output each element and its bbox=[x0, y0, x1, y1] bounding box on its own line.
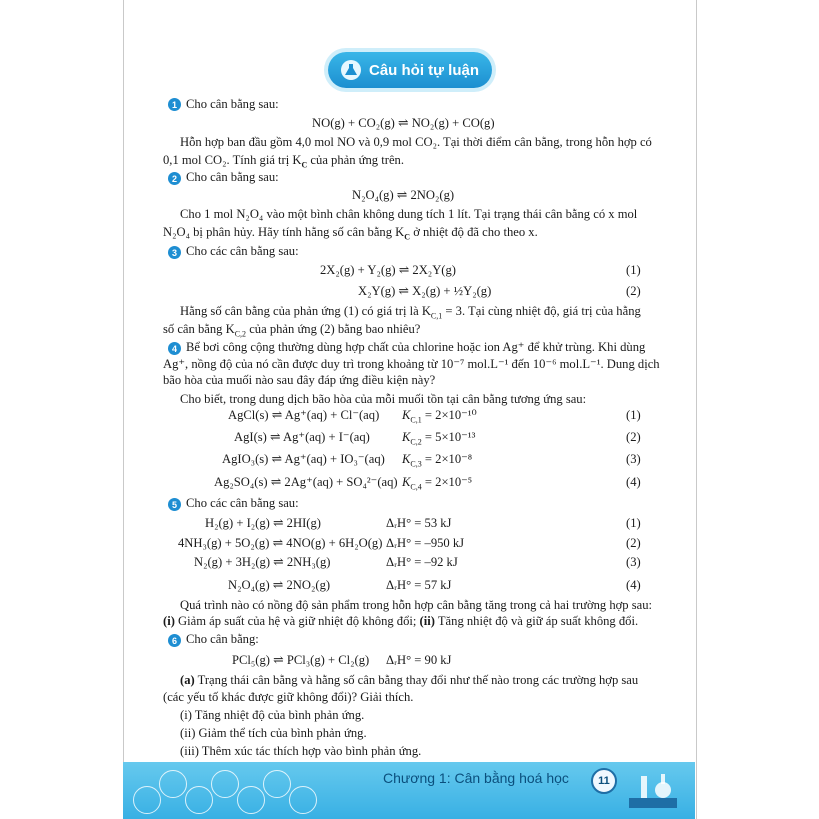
q6-equation: PCl₅(g) ⇌ PCl₃(g) + Cl₂(g) bbox=[232, 653, 370, 667]
page-number: 11 bbox=[591, 768, 617, 794]
question-number-3: 3 bbox=[168, 246, 181, 259]
question-number-4: 4 bbox=[168, 342, 181, 355]
q4-row-1-number: (1) bbox=[626, 408, 641, 422]
chapter-title: Chương 1: Cân bằng hoá học bbox=[383, 770, 569, 786]
q4-row-3-k: $K_{C,3} = 2\times 10^{-8}$ bbox=[402, 452, 473, 469]
q5-row-4-eq: N₂O₄(g) ⇌ 2NO₂(g) bbox=[228, 578, 331, 592]
lab-equipment-icon bbox=[623, 770, 683, 814]
beaker-icon bbox=[211, 770, 239, 798]
q4-text-1: Bể bơi công cộng thường dùng hợp chất của chlorine hoặc ion Ag⁺ để khử trùng. Khi dùng bbox=[186, 340, 646, 354]
q4-row-4-eq: Ag₂SO₄(s) ⇌ 2Ag⁺(aq) + SO₄²⁻(aq) bbox=[214, 475, 398, 489]
q6-intro: Cho cân bằng: bbox=[186, 632, 259, 646]
q3-text-2: số cân bằng $K_{C,2}$ của phản ứng (2) bằng bao nhiêu? bbox=[163, 322, 421, 339]
question-number-2: 2 bbox=[168, 172, 181, 185]
flask-icon bbox=[341, 60, 361, 80]
section-header-badge bbox=[328, 52, 492, 88]
q3-text-1: Hằng số cân bằng của phản ứng (1) có giá trị là $K_{C,1} = 3$. Tại cùng nhiệt độ, giá trị của hằng bbox=[180, 304, 641, 321]
q2-text-1: Cho 1 mol N₂O₄ vào một bình chân không dung tích 1 lít. Tại trạng thái cân bằng có x mol bbox=[180, 207, 638, 221]
molecule-icon bbox=[289, 786, 317, 814]
q5-row-2-eq: 4NH₃(g) + 5O₂(g) ⇌ 4NO(g) + 6H₂O(g) bbox=[178, 536, 383, 550]
page-footer bbox=[123, 762, 695, 819]
q4-text-4: Cho biết, trong dung dịch bão hòa của mỗi muối tồn tại cân bằng tương ứng sau: bbox=[180, 392, 587, 406]
flask-icon bbox=[159, 770, 187, 798]
q6-item-1: (i) Tăng nhiệt độ của bình phản ứng. bbox=[180, 708, 365, 722]
q4-text-3: bão hòa của muối nào sau đây đáp ứng điều kiện này? bbox=[163, 373, 436, 387]
q1-equation: NO(g) + CO₂(g) ⇌ NO₂(g) + CO(g) bbox=[312, 116, 495, 130]
q4-row-3-number: (3) bbox=[626, 452, 641, 466]
q6-item-2: (ii) Giảm thể tích của bình phản ứng. bbox=[180, 726, 367, 740]
q5-row-3-eq: N₂(g) + 3H₂(g) ⇌ 2NH₃(g) bbox=[194, 555, 331, 569]
q5-row-1-number: (1) bbox=[626, 516, 641, 530]
section-title: Câu hỏi tự luận bbox=[368, 61, 480, 79]
q5-text-1: Quá trình nào có nồng độ sản phẩm trong hỗn hợp cân bằng tăng trong cả hai trường hợp sau: bbox=[180, 598, 653, 612]
q5-row-4-number: (4) bbox=[626, 578, 641, 592]
q6-item-3: (iii) Thêm xúc tác thích hợp vào bình phản ứng. bbox=[180, 744, 422, 758]
q5-row-4-h: ΔᵣH° = 57 kJ bbox=[386, 578, 452, 592]
q2-intro: Cho cân bằng sau: bbox=[186, 170, 279, 184]
q3-equation-2: X₂Y(g) ⇌ X₂(g) + ½Y₂(g) bbox=[358, 284, 492, 298]
q3-intro: Cho các cân bằng sau: bbox=[186, 244, 299, 258]
q3-eq1-number: (1) bbox=[626, 263, 641, 277]
q5-row-2-h: ΔᵣH° = –950 kJ bbox=[386, 536, 465, 550]
q1-text-2: 0,1 mol CO₂. Tính giá trị $K_C$ của phản ứng trên. bbox=[163, 153, 404, 170]
q2-equation: N₂O₄(g) ⇌ 2NO₂(g) bbox=[352, 188, 455, 202]
q3-eq2-number: (2) bbox=[626, 284, 641, 298]
q4-row-4-k: $K_{C,4} = 2\times 10^{-5}$ bbox=[402, 475, 473, 492]
q1-text-1: Hỗn hợp ban đầu gồm 4,0 mol NO và 0,9 mol CO₂. Tại thời điểm cân bằng, trong hỗn hợp có bbox=[180, 135, 652, 149]
q4-row-2-eq: AgI(s) ⇌ Ag⁺(aq) + I⁻(aq) bbox=[234, 430, 370, 444]
q5-row-1-h: ΔᵣH° = 53 kJ bbox=[386, 516, 452, 530]
q5-row-3-h: ΔᵣH° = –92 kJ bbox=[386, 555, 458, 569]
atom-icon bbox=[237, 786, 265, 814]
q2-text-2: N₂O₄ bị phân hủy. Hãy tính hằng số cân bằng $K_C$ ở nhiệt độ đã cho theo x. bbox=[163, 225, 538, 242]
question-number-6: 6 bbox=[168, 634, 181, 647]
q1-intro: Cho cân bằng sau: bbox=[186, 97, 279, 111]
q6-enthalpy: ΔᵣH° = 90 kJ bbox=[386, 653, 452, 667]
gear-icon bbox=[133, 786, 161, 814]
q5-row-1-eq: H₂(g) + I₂(g) ⇌ 2HI(g) bbox=[205, 516, 321, 530]
q6-text-2: (các yếu tố khác được giữ không đổi)? Giải thích. bbox=[163, 690, 414, 704]
q5-text-2: (i) Giảm áp suất của hệ và giữ nhiệt độ không đổi; (ii) Tăng nhiệt độ và giữ áp suất không đổi. bbox=[163, 614, 639, 628]
q4-row-2-number: (2) bbox=[626, 430, 641, 444]
q4-row-3-eq: AgIO₃(s) ⇌ Ag⁺(aq) + IO₃⁻(aq) bbox=[222, 452, 385, 466]
q6-text-1: (a) Trạng thái cân bằng và hằng số cân bằng thay đổi như thế nào trong các trường hợp sau bbox=[180, 673, 639, 687]
q4-text-2: Ag⁺, nồng độ của nó cần được duy trì trong khoảng từ 10⁻⁷ mol.L⁻¹ đến 10⁻⁶ mol.L⁻¹. Dung dịch bbox=[163, 357, 660, 371]
q4-row-2-k: $K_{C,2} = 5\times 10^{-13}$ bbox=[402, 430, 476, 447]
q4-row-4-number: (4) bbox=[626, 475, 641, 489]
q3-equation-1: 2X₂(g) + Y₂(g) ⇌ 2X₂Y(g) bbox=[320, 263, 456, 277]
q5-row-2-number: (2) bbox=[626, 536, 641, 550]
q5-row-3-number: (3) bbox=[626, 555, 641, 569]
q4-row-1-k: $K_{C,1} = 2\times 10^{-10}$ bbox=[402, 408, 477, 425]
gear-icon bbox=[185, 786, 213, 814]
q5-intro: Cho các cân bằng sau: bbox=[186, 496, 299, 510]
q4-row-1-eq: AgCl(s) ⇌ Ag⁺(aq) + Cl⁻(aq) bbox=[228, 408, 380, 422]
question-number-5: 5 bbox=[168, 498, 181, 511]
question-number-1: 1 bbox=[168, 98, 181, 111]
flask-icon bbox=[263, 770, 291, 798]
